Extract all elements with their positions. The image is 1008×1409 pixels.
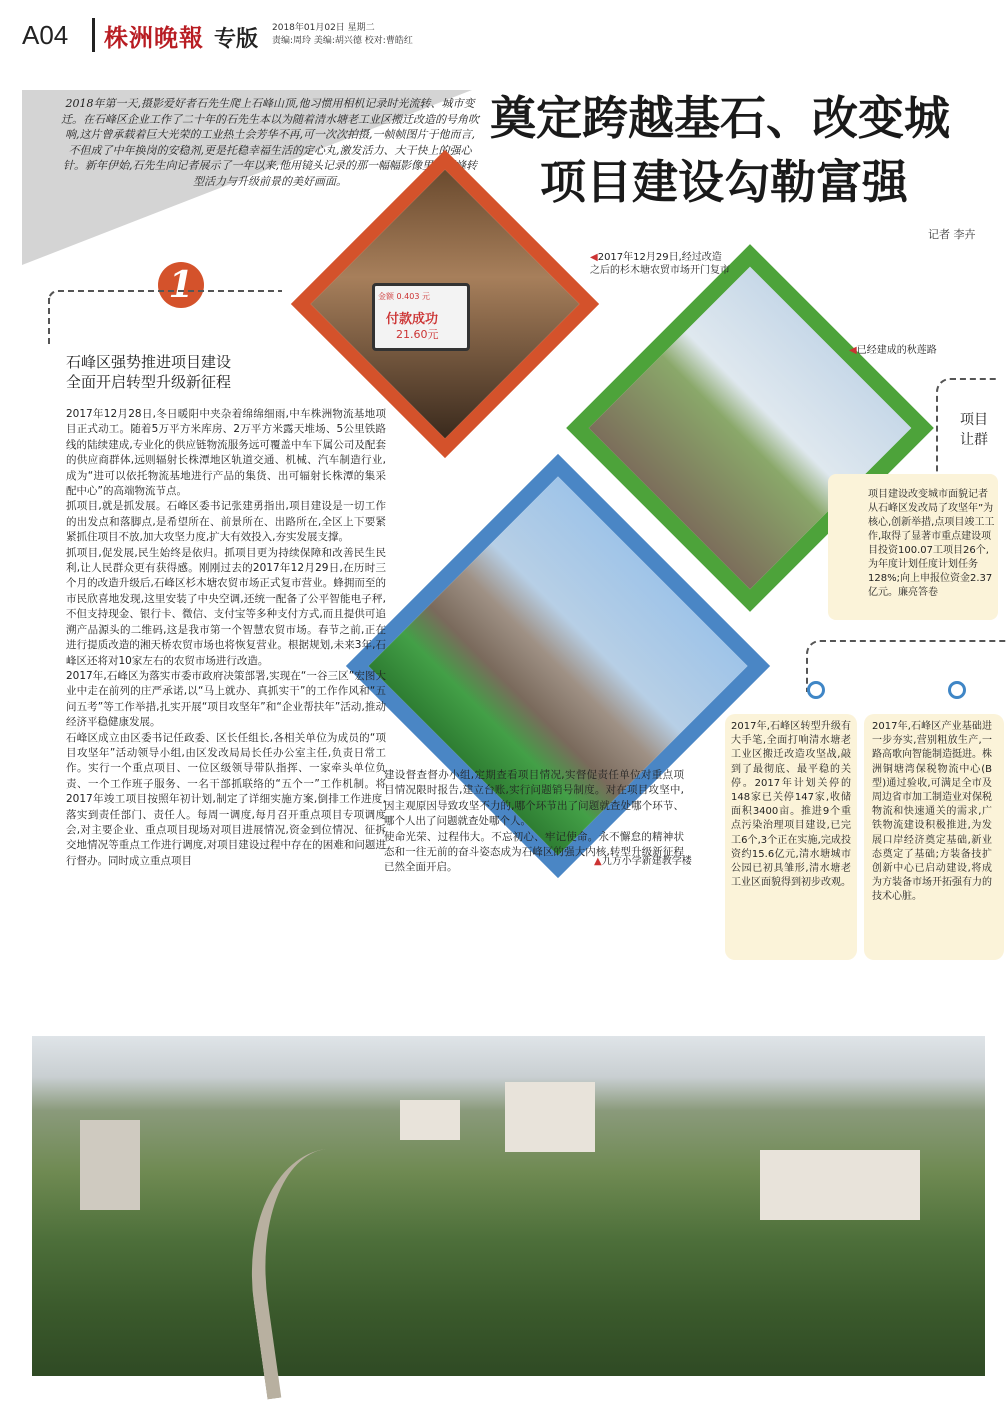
caption-market	[590, 251, 730, 277]
article-body-column2: 建设督查督办小组,定期查看项目情况,实督促责任单位对重点项目情况限时报告,建立台账,实行问题销号制度。对在项目攻坚中,因主观原因导致攻坚不力的,哪个环节出了问题就查处哪个环节、哪个人出了问题就查处哪个人。 使命光荣、过程伟大。不忘初心、牢记使命。永不懈怠的精神状态和一往无前的奋斗姿态成为石峰区的强大内核,转型升级新征程已然全面开启。	[384, 769, 684, 874]
subheading-line2: 全面开启转型升级新征程	[66, 373, 232, 391]
reporter-byline: 记者 李卉	[928, 228, 976, 241]
section-frame-left	[48, 298, 52, 344]
timeline-text-1: 2017年,石峰区转型升级有大手笔,全面打响清水塘老工业区搬迁改造攻坚战,敲到了最彻底、最平稳的关停。2017年计划关停的148家已关停147家,收储面积3400亩。推进9个重点污染治理项目建设,已完工6个,3个正在实施,完成投资约15.6亿元,清水塘城市公园已初具雏形,清水塘老工业区面貌得到初步改观。	[731, 721, 851, 889]
aerial-building	[760, 1150, 920, 1220]
right-summary-text: 项目建设改变城市面貌记者从石峰区发改局了攻坚年”为核心,创新举措,点项目竣工工作,取得了显著市重点建设项目投资100.07工项目26个,为年度计划任度计划任务128%;向上申报位资金2.37亿元。廉亮答卷	[868, 489, 995, 598]
caption-road	[849, 344, 937, 357]
payment-status: 付款成功	[386, 312, 439, 327]
right-heading-line1: 项目	[960, 412, 988, 428]
issue-date: 2018年01月02日 星期二	[272, 23, 375, 33]
header-meta	[272, 22, 413, 48]
aerial-building	[505, 1082, 595, 1152]
caption-marker-icon: ◀	[590, 252, 598, 263]
timeline-dot-icon	[807, 681, 825, 699]
editor-credits: 责编:周玲 美编:胡兴德 校对:曹皓红	[272, 36, 413, 46]
subheading	[66, 352, 231, 392]
section-label: 专版	[214, 27, 259, 52]
caption-marker-icon: ▲	[594, 856, 602, 867]
section-frame	[48, 290, 282, 300]
headline-line1: 奠定跨越基石、改变城	[490, 91, 950, 145]
caption-road-text: 已经建成的秋莲路	[856, 345, 937, 356]
subheading-line1: 石峰区强势推进项目建设	[66, 353, 232, 371]
intro-paragraph: 2018年第一天,摄影爱好者石先生爬上石峰山顶,他习惯用相机记录时光流转、城市变迁。在石峰区企业工作了二十年的石先生本以为随着清水塘老工业区搬迁改造的号角吹响,这片曾承载着巨大光荣的工业热土会芳华不再,可一次次拍摄,一帧帧图片于他而言,不但成了中年换岗的安稳剂,更是托稳幸福生活的定心丸,激发活力、大干快上的强心针。新年伊始,石先生向记者展示了一年以来,他用镜头记录的那一幅幅影像里看石峰转型活力与升级前景的美好画面。	[61, 97, 479, 188]
caption-market-text: 2017年12月29日,经过改造之后的杉木塘农贸市场开门复市	[590, 252, 730, 276]
aerial-building	[400, 1100, 460, 1140]
aerial-building	[80, 1120, 140, 1210]
timeline-dot-icon	[948, 681, 966, 699]
article-body-column1: 2017年12月28日,冬日暖阳中夹杂着绵绵细雨,中车株洲物流基地项目正式动工。随着5万平方米库房、2万平方米露天堆场、5公里铁路线的陆续建成,专业化的供应链物流服务远可覆盖中车下属公司及配套的供应商群体,远则辐射长株潭地区轨道交通、机械、汽车制造行业,成为“进可以依托物流基地进行产品的集货、出可辐射长株潭的集采配中心”的高端物流节点。 抓项目,就是抓发展。石峰区委书记张建勇指出,项目建设是一切工作的出发点和落脚点,是希望所在、前景所在、出路所在,全区上下要紧紧抓住项目不放,加大攻坚力度,扩大有效投入,夯实发展支撑。 抓项目,促发展,民生始终是依归。抓项目更为持续保障和改善民生民利,让人民群众更有获得感。刚刚过去的2017年12月29日,在历时三个月的改造升级后,石峰区杉木塘农贸市场正式复市营业。蜂拥而至的市民欣喜地发现,这里安装了中央空调,还统一配备了公平智能电子秤,不但支持现金、银行卡、微信、支付宝等多种支付方式,而且提供可追溯产品源头的二维码,这是我市第一个智慧农贸市场。春节之前,正在进行提质改造的湘天桥农贸市场也将恢复营业。根据规划,未来3年,石峰区还将对10家左右的农贸市场进行改造。 2017年,石峰区为落实市委市政府决策部署,实现在“一谷三区”宏图大业中走在前列的庄严承诺,以“马上就办、真抓实干”的工作作风和“五问五考”等工作举措,扎实开展“项目攻坚年”和“企业帮扶年”活动,推动经济平稳健康发展。 石峰区成立由区委书记任政委、区长任组长,各相关单位为成员的“项目攻坚年”活动领导小组,由区发改局局长任办公室主任,负责日常工作。实行一个重点项目、一位区级领导带队指挥、一家牵头单位负责、一个工作班子服务、一名干部抓联络的“五个一”工作机制。将2017年竣工项目按照年初计划,制定了详细实施方案,倒排工作进度,落实到责任部门、责任人。每周一调度,每月召开重点项目专项调度会,对主要企业、重点项目现场对项目进展情况,资金到位情况、征拆交地情况等重点工作进行调度,对项目建设过程中存在的困难和问题进行督办。同时成立重点项目	[66, 408, 386, 867]
section-number-badge: 1	[158, 262, 204, 308]
payment-amount: 21.60元	[396, 328, 439, 341]
right-section-heading	[960, 410, 988, 450]
timeline-line	[806, 640, 1008, 692]
right-heading-line2: 让群	[960, 432, 988, 448]
caption-school	[594, 855, 692, 868]
page-number: A04	[22, 20, 69, 50]
masthead-logo: 株洲晚報	[104, 23, 204, 52]
headline-line2: 项目建设勾勒富强	[540, 155, 908, 209]
caption-school-text: 九方小学新建教学楼	[601, 856, 692, 867]
header-divider	[92, 18, 95, 52]
caption-marker-icon: ◀	[849, 345, 857, 356]
timeline-text-2: 2017年,石峰区产业基础进一步夯实,营别粗放生产,一路高歌向智能制造挺进。株洲铜塘湾保税物流中心(B型)通过验收,可满足全市及周边省市加工制造业对保税物流和快速通关的需求,广铁物流建设积极推进,为发展口岸经济奠定基础,新业态奠定了基础;方装备技扩创新中心已启动建设,将成为方装备市场开拓强有力的技术心脏。	[872, 721, 992, 903]
payment-screen-small: 金额 0.403 元	[378, 292, 430, 301]
